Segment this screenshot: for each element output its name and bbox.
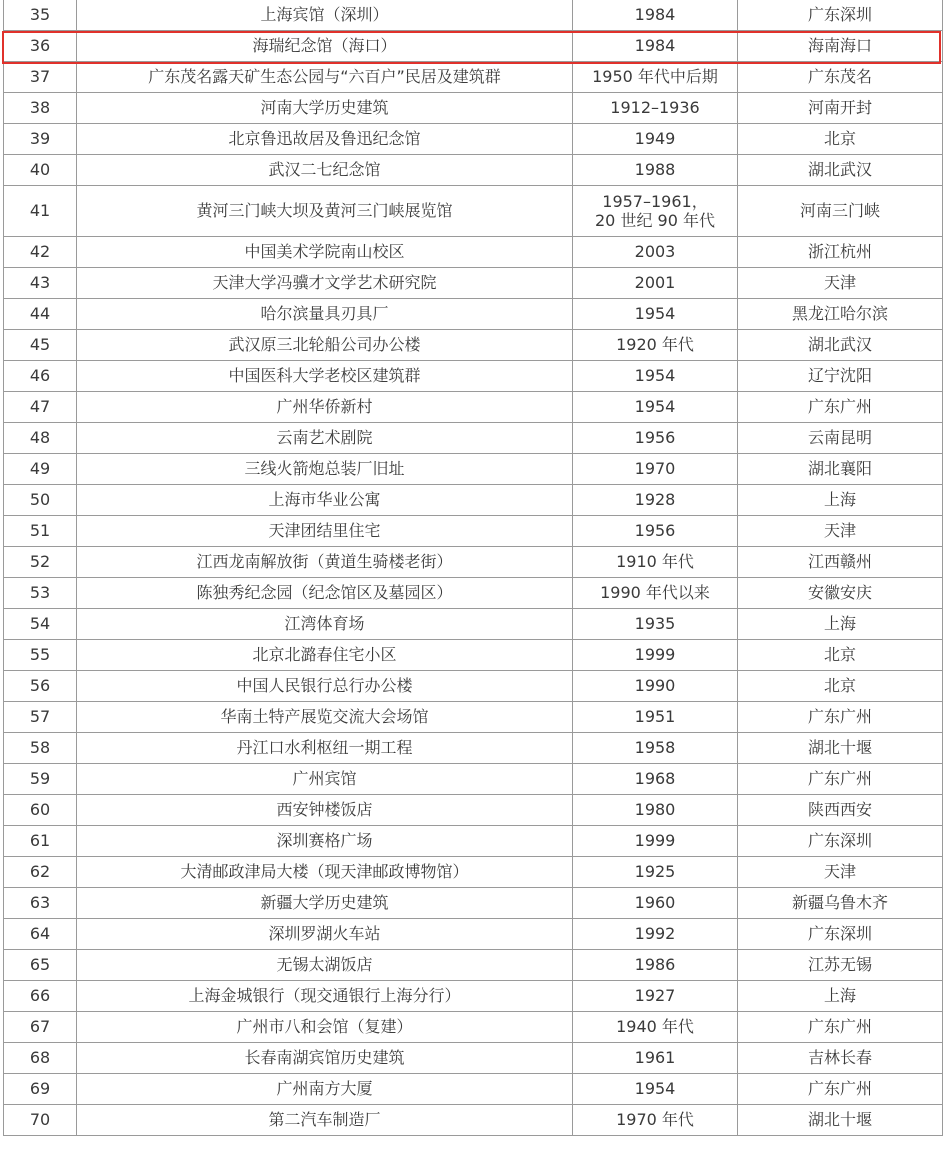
table-row xyxy=(4,1012,943,1043)
cell-year: 1925 xyxy=(573,857,738,888)
cell-location: 天津 xyxy=(738,268,943,299)
cell-year: 1912–1936 xyxy=(573,93,738,124)
table-row xyxy=(4,186,943,237)
table-row xyxy=(4,671,943,702)
cell-number: 36 xyxy=(4,31,77,62)
cell-number: 54 xyxy=(4,609,77,640)
cell-year: 1968 xyxy=(573,764,738,795)
cell-name: 陈独秀纪念园（纪念馆区及墓园区） xyxy=(77,578,573,609)
cell-location: 湖北十堰 xyxy=(738,1105,943,1136)
cell-name: 天津团结里住宅 xyxy=(77,516,573,547)
cell-number: 51 xyxy=(4,516,77,547)
cell-name: 广州宾馆 xyxy=(77,764,573,795)
cell-year: 1961 xyxy=(573,1043,738,1074)
cell-location: 天津 xyxy=(738,516,943,547)
cell-name: 广州南方大厦 xyxy=(77,1074,573,1105)
cell-location: 安徽安庆 xyxy=(738,578,943,609)
cell-year: 1950 年代中后期 xyxy=(573,62,738,93)
cell-name: 深圳罗湖火车站 xyxy=(77,919,573,950)
cell-year: 2003 xyxy=(573,237,738,268)
cell-year: 1956 xyxy=(573,516,738,547)
cell-name: 长春南湖宾馆历史建筑 xyxy=(77,1043,573,1074)
cell-year: 1954 xyxy=(573,361,738,392)
cell-year: 1949 xyxy=(573,124,738,155)
cell-name: 深圳赛格广场 xyxy=(77,826,573,857)
cell-number: 61 xyxy=(4,826,77,857)
table-row xyxy=(4,764,943,795)
cell-name: 广东茂名露天矿生态公园与“六百户”民居及建筑群 xyxy=(77,62,573,93)
cell-number: 39 xyxy=(4,124,77,155)
cell-year: 1935 xyxy=(573,609,738,640)
table-row xyxy=(4,578,943,609)
cell-location: 上海 xyxy=(738,981,943,1012)
cell-location: 广东深圳 xyxy=(738,919,943,950)
table-row xyxy=(4,1105,943,1136)
table-row xyxy=(4,981,943,1012)
table-row xyxy=(4,640,943,671)
cell-location: 上海 xyxy=(738,609,943,640)
cell-name: 中国医科大学老校区建筑群 xyxy=(77,361,573,392)
cell-number: 49 xyxy=(4,454,77,485)
cell-location: 云南昆明 xyxy=(738,423,943,454)
cell-location: 广东广州 xyxy=(738,392,943,423)
table-row xyxy=(4,888,943,919)
cell-location: 江西赣州 xyxy=(738,547,943,578)
table-row xyxy=(4,857,943,888)
cell-location: 广东深圳 xyxy=(738,826,943,857)
cell-name: 上海市华业公寓 xyxy=(77,485,573,516)
cell-number: 67 xyxy=(4,1012,77,1043)
cell-year: 1940 年代 xyxy=(573,1012,738,1043)
cell-name: 西安钟楼饭店 xyxy=(77,795,573,826)
cell-name: 中国人民银行总行办公楼 xyxy=(77,671,573,702)
cell-location: 湖北十堰 xyxy=(738,733,943,764)
cell-name: 江西龙南解放街（黄道生骑楼老街） xyxy=(77,547,573,578)
cell-number: 56 xyxy=(4,671,77,702)
table-row xyxy=(4,155,943,186)
cell-location: 河南三门峡 xyxy=(738,186,943,237)
cell-year: 1990 xyxy=(573,671,738,702)
cell-location: 广东深圳 xyxy=(738,0,943,31)
cell-location: 湖北武汉 xyxy=(738,330,943,361)
cell-name: 广州市八和会馆（复建） xyxy=(77,1012,573,1043)
cell-number: 41 xyxy=(4,186,77,237)
cell-number: 35 xyxy=(4,0,77,31)
cell-location: 吉林长春 xyxy=(738,1043,943,1074)
table-row xyxy=(4,268,943,299)
cell-number: 64 xyxy=(4,919,77,950)
cell-name: 中国美术学院南山校区 xyxy=(77,237,573,268)
cell-year: 1928 xyxy=(573,485,738,516)
cell-year: 1957–1961， 20 世纪 90 年代 xyxy=(573,186,738,237)
cell-number: 42 xyxy=(4,237,77,268)
cell-year: 1970 年代 xyxy=(573,1105,738,1136)
cell-year: 1999 xyxy=(573,826,738,857)
table-row xyxy=(4,93,943,124)
cell-name: 上海金城银行（现交通银行上海分行） xyxy=(77,981,573,1012)
table-row xyxy=(4,950,943,981)
cell-name: 北京北潞春住宅小区 xyxy=(77,640,573,671)
cell-number: 65 xyxy=(4,950,77,981)
table-row xyxy=(4,1043,943,1074)
table-row xyxy=(4,423,943,454)
cell-name: 北京鲁迅故居及鲁迅纪念馆 xyxy=(77,124,573,155)
cell-year: 1958 xyxy=(573,733,738,764)
cell-location: 北京 xyxy=(738,671,943,702)
cell-location: 新疆乌鲁木齐 xyxy=(738,888,943,919)
table-row xyxy=(4,919,943,950)
cell-year: 1927 xyxy=(573,981,738,1012)
cell-number: 59 xyxy=(4,764,77,795)
cell-year: 1992 xyxy=(573,919,738,950)
cell-year: 1920 年代 xyxy=(573,330,738,361)
cell-number: 70 xyxy=(4,1105,77,1136)
cell-year: 1986 xyxy=(573,950,738,981)
cell-year: 1970 xyxy=(573,454,738,485)
cell-number: 57 xyxy=(4,702,77,733)
cell-name: 第二汽车制造厂 xyxy=(77,1105,573,1136)
cell-number: 62 xyxy=(4,857,77,888)
cell-name: 三线火箭炮总装厂旧址 xyxy=(77,454,573,485)
cell-location: 海南海口 xyxy=(738,31,943,62)
table-row xyxy=(4,516,943,547)
table-row xyxy=(4,702,943,733)
table-row xyxy=(4,124,943,155)
heritage-list-table xyxy=(3,0,943,1136)
cell-year: 1984 xyxy=(573,0,738,31)
cell-year: 1951 xyxy=(573,702,738,733)
cell-number: 38 xyxy=(4,93,77,124)
table-row xyxy=(4,454,943,485)
table-row xyxy=(4,485,943,516)
cell-number: 47 xyxy=(4,392,77,423)
cell-number: 68 xyxy=(4,1043,77,1074)
cell-location: 陕西西安 xyxy=(738,795,943,826)
cell-number: 63 xyxy=(4,888,77,919)
cell-year: 1988 xyxy=(573,155,738,186)
cell-number: 45 xyxy=(4,330,77,361)
cell-location: 湖北武汉 xyxy=(738,155,943,186)
cell-number: 53 xyxy=(4,578,77,609)
cell-name: 上海宾馆（深圳） xyxy=(77,0,573,31)
cell-year: 1984 xyxy=(573,31,738,62)
cell-year: 1954 xyxy=(573,1074,738,1105)
cell-number: 43 xyxy=(4,268,77,299)
cell-number: 60 xyxy=(4,795,77,826)
cell-location: 湖北襄阳 xyxy=(738,454,943,485)
cell-number: 58 xyxy=(4,733,77,764)
cell-number: 44 xyxy=(4,299,77,330)
cell-year: 1999 xyxy=(573,640,738,671)
cell-name: 河南大学历史建筑 xyxy=(77,93,573,124)
table-row xyxy=(4,826,943,857)
table-row xyxy=(4,31,943,62)
cell-name: 广州华侨新村 xyxy=(77,392,573,423)
cell-year: 1954 xyxy=(573,392,738,423)
cell-location: 天津 xyxy=(738,857,943,888)
cell-name: 武汉原三北轮船公司办公楼 xyxy=(77,330,573,361)
cell-name: 哈尔滨量具刃具厂 xyxy=(77,299,573,330)
table-row xyxy=(4,0,943,31)
cell-number: 66 xyxy=(4,981,77,1012)
cell-name: 海瑞纪念馆（海口） xyxy=(77,31,573,62)
cell-year: 1954 xyxy=(573,299,738,330)
cell-name: 丹江口水利枢纽一期工程 xyxy=(77,733,573,764)
cell-number: 48 xyxy=(4,423,77,454)
table-row xyxy=(4,547,943,578)
table-row xyxy=(4,795,943,826)
cell-location: 上海 xyxy=(738,485,943,516)
cell-year: 1956 xyxy=(573,423,738,454)
cell-number: 52 xyxy=(4,547,77,578)
cell-year: 1910 年代 xyxy=(573,547,738,578)
cell-name: 云南艺术剧院 xyxy=(77,423,573,454)
cell-location: 浙江杭州 xyxy=(738,237,943,268)
cell-name: 新疆大学历史建筑 xyxy=(77,888,573,919)
cell-name: 无锡太湖饭店 xyxy=(77,950,573,981)
table-row xyxy=(4,330,943,361)
cell-year: 1960 xyxy=(573,888,738,919)
cell-location: 河南开封 xyxy=(738,93,943,124)
cell-number: 55 xyxy=(4,640,77,671)
cell-year: 1980 xyxy=(573,795,738,826)
table-row xyxy=(4,609,943,640)
cell-number: 46 xyxy=(4,361,77,392)
table-row xyxy=(4,1074,943,1105)
cell-name: 华南土特产展览交流大会场馆 xyxy=(77,702,573,733)
cell-location: 江苏无锡 xyxy=(738,950,943,981)
cell-number: 40 xyxy=(4,155,77,186)
cell-location: 广东广州 xyxy=(738,1012,943,1043)
table-row xyxy=(4,361,943,392)
cell-location: 辽宁沈阳 xyxy=(738,361,943,392)
cell-location: 广东广州 xyxy=(738,1074,943,1105)
table-row xyxy=(4,733,943,764)
cell-location: 广东广州 xyxy=(738,764,943,795)
table-row xyxy=(4,62,943,93)
cell-name: 江湾体育场 xyxy=(77,609,573,640)
cell-name: 天津大学冯骥才文学艺术研究院 xyxy=(77,268,573,299)
cell-location: 北京 xyxy=(738,124,943,155)
cell-name: 大清邮政津局大楼（现天津邮政博物馆） xyxy=(77,857,573,888)
cell-number: 69 xyxy=(4,1074,77,1105)
table-row xyxy=(4,237,943,268)
cell-location: 广东广州 xyxy=(738,702,943,733)
table-body xyxy=(4,0,943,1136)
cell-name: 黄河三门峡大坝及黄河三门峡展览馆 xyxy=(77,186,573,237)
table-row xyxy=(4,299,943,330)
cell-year: 1990 年代以来 xyxy=(573,578,738,609)
cell-location: 黑龙江哈尔滨 xyxy=(738,299,943,330)
table-row xyxy=(4,392,943,423)
cell-location: 北京 xyxy=(738,640,943,671)
cell-number: 50 xyxy=(4,485,77,516)
cell-number: 37 xyxy=(4,62,77,93)
cell-name: 武汉二七纪念馆 xyxy=(77,155,573,186)
cell-year: 2001 xyxy=(573,268,738,299)
cell-location: 广东茂名 xyxy=(738,62,943,93)
